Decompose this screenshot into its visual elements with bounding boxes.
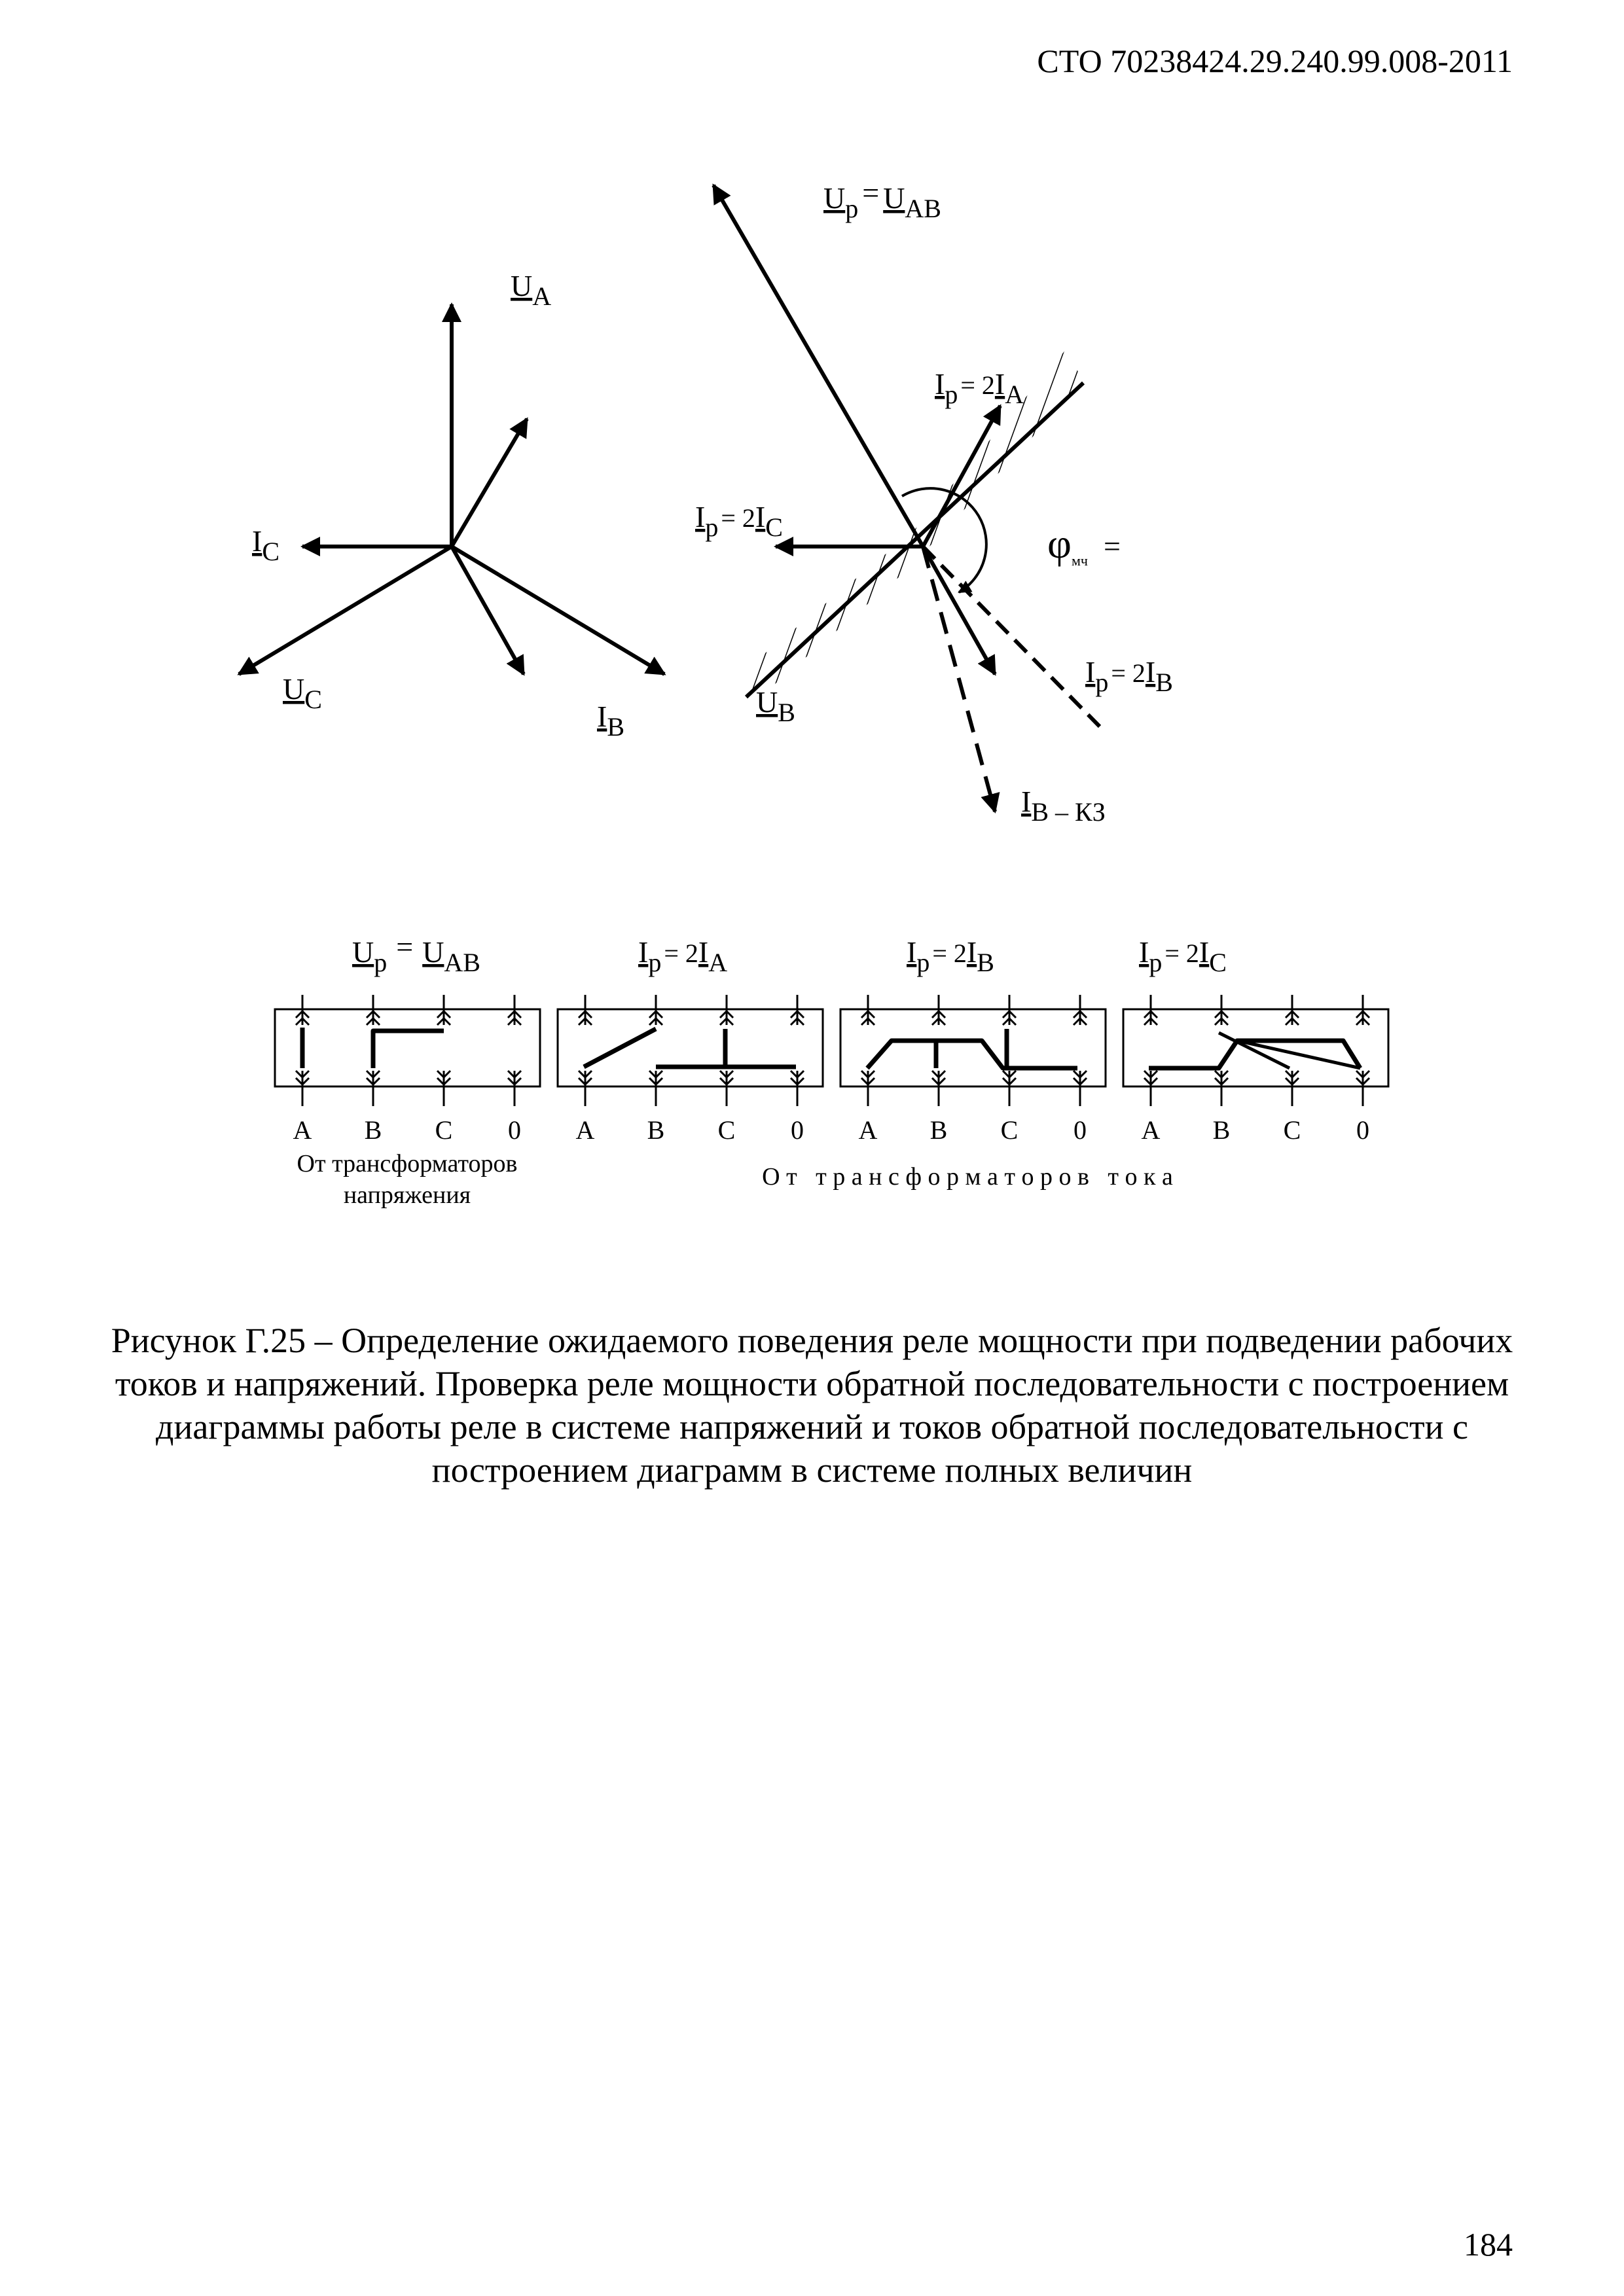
label-phi-mch: φмч = (1047, 520, 1121, 569)
label-ua: UA (511, 269, 552, 311)
left-vector-labels (252, 269, 624, 742)
document-code-header: СТО 70238424.29.240.99.008-2011 (1037, 43, 1513, 79)
panel-1-title: Up = UAB (352, 930, 480, 977)
label-ib: IB (597, 700, 625, 742)
p3-term-c: C (1000, 1115, 1019, 1145)
label-up-uab: Up = UAB (823, 176, 941, 223)
p4-term-c: C (1283, 1115, 1301, 1145)
panel-2-title: Ip = 2IA (638, 935, 728, 977)
label-vt-line1: От трансформаторов (297, 1150, 518, 1177)
figure-caption: Рисунок Г.25 – Определение ожидаемого поведения реле мощности при подведении рабочих токов и напряжений. Проверка реле мощности обратной последовательности с построением диаграммы работы реле в системе напряжений и токов обратной последовательности с построением диаграмм в системе полных величин (111, 1321, 1513, 1490)
label-ic: IC (252, 524, 280, 566)
p3-term-0: 0 (1074, 1115, 1087, 1145)
vector-ip-2ib-dashed (923, 547, 1100, 726)
p3-term-a: A (858, 1115, 878, 1145)
p1-term-a: A (293, 1115, 312, 1145)
panel-3-title: Ip = 2IB (907, 935, 994, 977)
panel-4-title: Ip = 2IC (1139, 935, 1227, 977)
label-ct: О т т р а н с ф о р м а т о р о в т о к а (762, 1163, 1173, 1191)
vector-up-uab (713, 185, 923, 547)
p4-jumper-diag (1219, 1041, 1237, 1068)
page-number: 184 (1464, 2226, 1513, 2263)
p4-term-b: B (1212, 1115, 1231, 1145)
p2-term-a: A (575, 1115, 595, 1145)
p2-jumper-a-b (584, 1029, 656, 1067)
p1-jumper-b-c (373, 1031, 444, 1068)
panel-2-frame (558, 1009, 823, 1086)
vector-ib-kz (923, 547, 995, 812)
vector-ia (452, 419, 527, 547)
p4-term-0: 0 (1356, 1115, 1369, 1145)
p2-term-b: B (647, 1115, 665, 1145)
p3-term-b: B (929, 1115, 948, 1145)
p2-term-0: 0 (791, 1115, 804, 1145)
p2-term-c: C (717, 1115, 736, 1145)
label-ib-kz: IB – КЗ (1021, 785, 1106, 827)
zero-sensitivity-line (746, 383, 1083, 697)
vector-ib (452, 547, 524, 674)
panel-3-frame (840, 1009, 1106, 1086)
label-ip-2ic: Ip = 2IC (695, 500, 783, 542)
vector-ub (452, 547, 664, 674)
label-ip-2ia: Ip = 2IA (935, 367, 1024, 409)
label-ip-2ib: Ip = 2IB (1085, 655, 1173, 697)
label-vt-line2: напряжения (343, 1181, 471, 1209)
left-vector-diagram (239, 304, 664, 674)
p3-jumper (867, 1041, 1077, 1068)
label-ub: UB (756, 685, 795, 727)
p1-term-c: C (435, 1115, 453, 1145)
p4-term-a: A (1141, 1115, 1161, 1145)
p1-term-0: 0 (508, 1115, 521, 1145)
connection-panels (275, 930, 1388, 1209)
label-uc: UC (283, 672, 322, 714)
p4-jumper-cross (1237, 1041, 1360, 1068)
panel-1-frame (275, 1009, 540, 1086)
p1-term-b: B (364, 1115, 382, 1145)
